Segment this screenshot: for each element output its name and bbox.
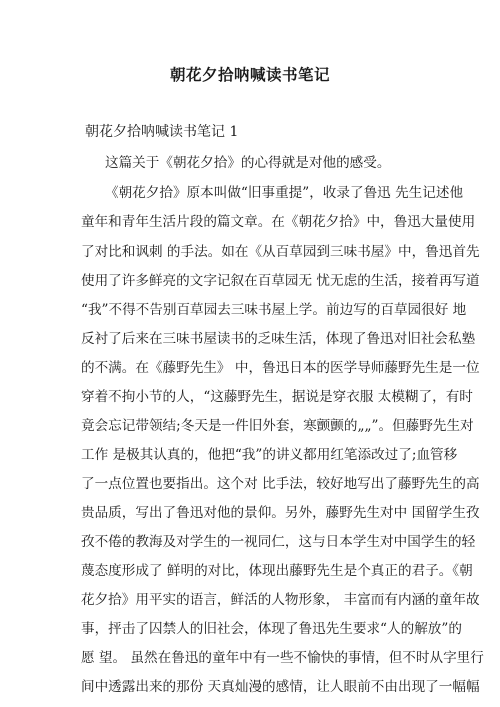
section-heading: 朝花夕拾呐喊读书笔记 1	[85, 124, 239, 140]
paragraph-line: 反衬了后来在三味书屋读书的乏味生活，体现了鲁迅对旧社会私塾	[81, 331, 476, 347]
page-title: 朝花夕拾呐喊读书笔记	[169, 65, 330, 84]
paragraph-line: 间中透露出来的那份 天真灿漫的感情，让人眼前不由出现了一幅幅	[81, 679, 480, 695]
paragraph-line: 了对比和讽刺 的手法。如在《从百草园到三味书屋》中，鲁迅首先	[81, 244, 480, 260]
paragraph-line: 这篇关于《朝花夕拾》的心得就是对他的感受。	[105, 155, 391, 171]
paragraph-line: 竟会忘记带领结;冬天是一件旧外套，寒颤颤的„„”。但藤野先生对	[81, 418, 474, 434]
paragraph-line: 童年和青年生活片段的篇文章。在《朝花夕拾》中，鲁迅大量使用	[81, 214, 476, 230]
paragraph-line: 愿 望。 虽然在鲁迅的童年中有一些不愉快的事情，但不时从字里行	[81, 650, 484, 666]
paragraph-line: 贵品质，写出了鲁迅对他的景仰。另外，藤野先生对中 国留学生孜	[81, 505, 480, 521]
paragraph-line: 了一点位置也要指出。这个对 比手法，较好地写出了藤野先生的高	[81, 476, 480, 492]
paragraph-line: 孜不倦的教海及对学生的一视同仁，这与日本学生对中国学生的轻	[81, 534, 476, 550]
paragraph-line: 的不满。在《藤野先生》 中，鲁迅日本的医学导师藤野先生是一位	[81, 360, 480, 376]
paragraph-line: 工作 是极其认真的，他把“我”的讲义都用红笔添改过了;血管移	[81, 447, 458, 463]
paragraph-line: 使用了许多鲜亮的文字记叙在百草园无 忧无虑的生活，接着再写道	[81, 273, 480, 289]
paragraph-line: 事，抨击了囚禁人的旧社会，体现了鲁迅先生要求“人的解放”的	[81, 621, 462, 637]
paragraph-line: 花夕拾》用平实的语言，鲜活的人物形象， 丰富而有内涵的童年故	[81, 592, 480, 608]
paragraph-line: 穿着不拘小节的人，“这藤野先生，据说是穿衣服 太模糊了，有时	[81, 389, 473, 405]
paragraph-line: 蔑态度形成了 鲜明的对比，体现出藤野先生是个真正的君子。《朝	[81, 563, 473, 579]
paragraph-line: “我”不得不告别百草园去三味书屋上学。前边写的百草园很好 地	[81, 302, 467, 318]
paragraph-line: 《朝花夕拾》原本叫做“旧事重提”，收录了鲁迅 先生记述他	[105, 185, 464, 201]
